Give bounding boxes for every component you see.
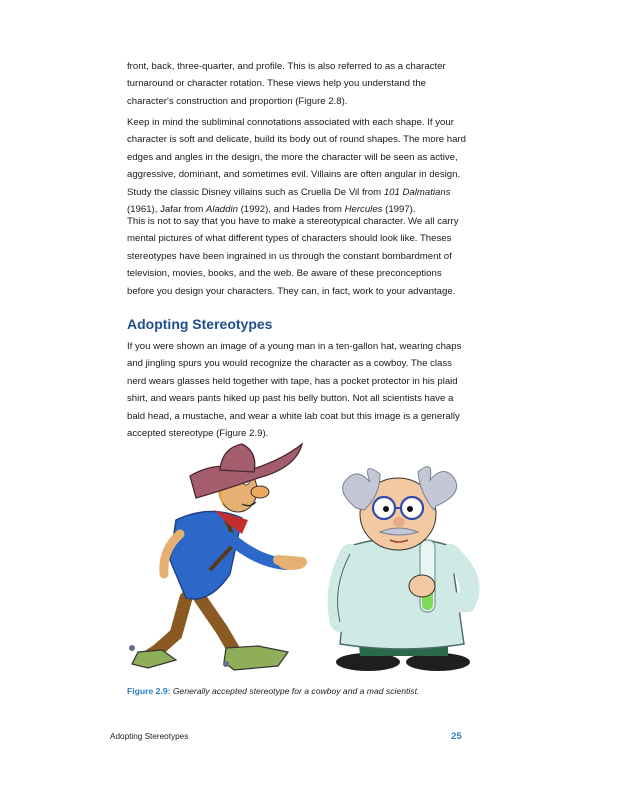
- cowboy-illustration: [129, 444, 306, 670]
- p2-text-1: Keep in mind the subliminal connotations associated with each shape. If your character is soft and delicate, build its body out of round shapes. The more hard edges and angles in the design, the more the character will be seen as active, aggressive, dominant, and sometimes evil. Villains are often angular in design. Study the classic Disney villains such as Cruella De Vil from: [127, 117, 466, 198]
- p2-title-dalmatians: 101 Dalmatians: [383, 186, 451, 198]
- paragraph-cowboy-scientist: If you were shown an image of a young man in a ten-gallon hat, wearing chaps and jingling spurs you would recognize the character as a cowboy. The class nerd wears glasses held together with tape, has a pocket protector in his plaid shirt, and wears pants hiked up past his belly button. Not all scientists have a bald head, a mustache, and wear a white lab coat but this image is a generally accepted stereotype (Figure 2.9).: [127, 341, 462, 440]
- footer-page-number: 25: [451, 731, 462, 742]
- section-heading: Adopting Stereotypes: [127, 316, 273, 332]
- footer-chapter-title: Adopting Stereotypes: [110, 732, 189, 741]
- paragraph-shape-connotations: [127, 114, 467, 218]
- p2-text-4: (1997).: [382, 204, 416, 216]
- p2-title-hercules: Hercules: [344, 204, 383, 216]
- p2-text-3: (1992), and Hades from: [237, 204, 345, 216]
- p2-text-2: (1961), Jafar from: [127, 204, 206, 216]
- paragraph-stereotypical-character: This is not to say that you have to make a stereotypical character. We all carry mental pictures of what different types of characters should look like. Theses stereotypes have been ingrained in us through the constant bombardment of television, movies, books, and the web. Be aware of these preconceptions before you design your characters. They can, in fact, work to your advantage.: [127, 216, 459, 297]
- figure-caption: [127, 686, 419, 696]
- p2-title-aladdin: Aladdin: [205, 204, 238, 216]
- figure-cowboy-scientist-illustration: [118, 438, 510, 680]
- paragraph-character-turnaround: front, back, three-quarter, and profile. This is also referred to as a character turnaround or character rotation. These views help you understand the character's construction and proportion (Figure 2.8).: [127, 61, 446, 107]
- figure-caption-text: Generally accepted stereotype for a cowboy and a mad scientist.: [172, 686, 420, 696]
- figure-caption-label: Figure 2.9:: [127, 686, 171, 696]
- scientist-illustration: [336, 467, 470, 671]
